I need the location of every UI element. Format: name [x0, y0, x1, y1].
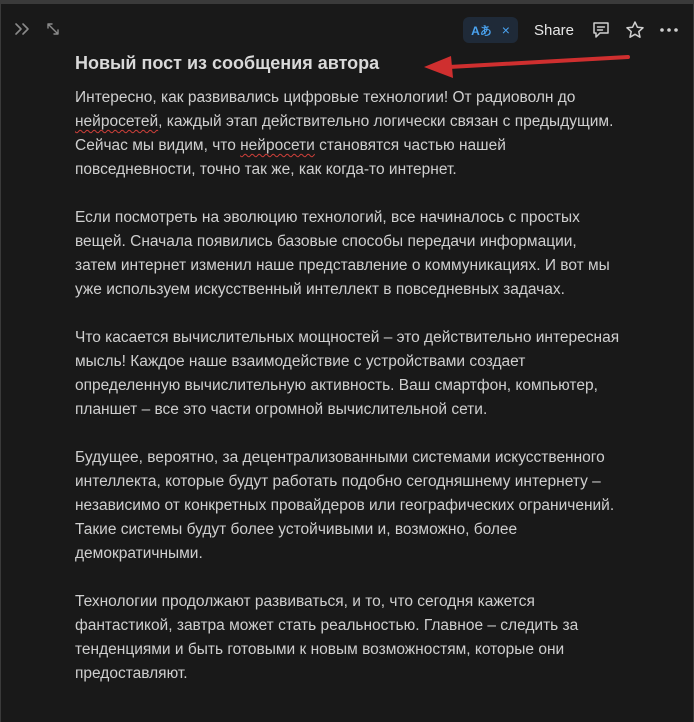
paragraph-text: Интересно, как развивались цифровые технологии! От радиоволн до [75, 89, 576, 106]
translate-chip[interactable] [463, 17, 518, 43]
star-icon[interactable] [624, 19, 646, 41]
topbar-right-controls [463, 16, 680, 44]
spellcheck-word: нейросетей [75, 113, 159, 130]
window-left-border [0, 0, 1, 722]
spellcheck-word: нейросети [240, 137, 315, 154]
post-paragraph-3[interactable]: Что касается вычислительных мощностей – это действительно интересная мысль! Каждое наше взаимодействие с устройствами создает определенную вычислительную активность. Ваш смартфон, компьютер, планшет – все это части огромной вычислительной сети. [75, 329, 620, 418]
translate-icon[interactable]: Aあ [471, 23, 492, 38]
post-paragraph-4[interactable]: Будущее, вероятно, за децентрализованными системами искусственного интеллекта, которые будут работать подобно сегодняшнему интернету – независимо от конкретных провайдеров или географических ограничений. Такие системы будут более устойчивыми и, возможно, более демократичными. [75, 449, 615, 562]
post-title[interactable]: Новый пост из сообщения автора [75, 53, 380, 73]
annotation-arrow [415, 48, 635, 80]
ellipsis-icon[interactable] [658, 19, 680, 41]
double-chevron-right-icon[interactable] [12, 18, 34, 40]
topbar-left-controls [12, 18, 64, 40]
window-top-border [0, 0, 694, 4]
post-paragraph-2[interactable]: Если посмотреть на эволюцию технологий, все начиналось с простых вещей. Сначала появились базовые способы передачи информации, затем интернет изменил наше представление о коммуникациях. И вот мы уже используем искусственный интеллект в повседневных задачах. [75, 209, 610, 298]
post-content [75, 50, 620, 710]
paragraph-text: становятся частью нашей повседневности, точно так же, как когда-то интернет. [75, 137, 506, 178]
page-topbar [0, 6, 694, 52]
post-paragraph-1[interactable] [75, 86, 620, 182]
paragraph-text: , каждый этап действительно логически связан с предыдущим. Сейчас мы видим, что [75, 113, 614, 154]
translate-close-icon[interactable]: × [501, 22, 510, 38]
share-button[interactable]: Share [533, 21, 574, 39]
post-paragraph-5[interactable]: Технологии продолжают развиваться, и то, что сегодня кажется фантастикой, завтра может стать реальностью. Главное – следить за тенденциями и быть готовыми к новым возможностям, которые они предоставляют. [75, 593, 579, 682]
comment-icon[interactable] [590, 19, 612, 41]
diagonal-arrows-icon[interactable] [42, 18, 64, 40]
